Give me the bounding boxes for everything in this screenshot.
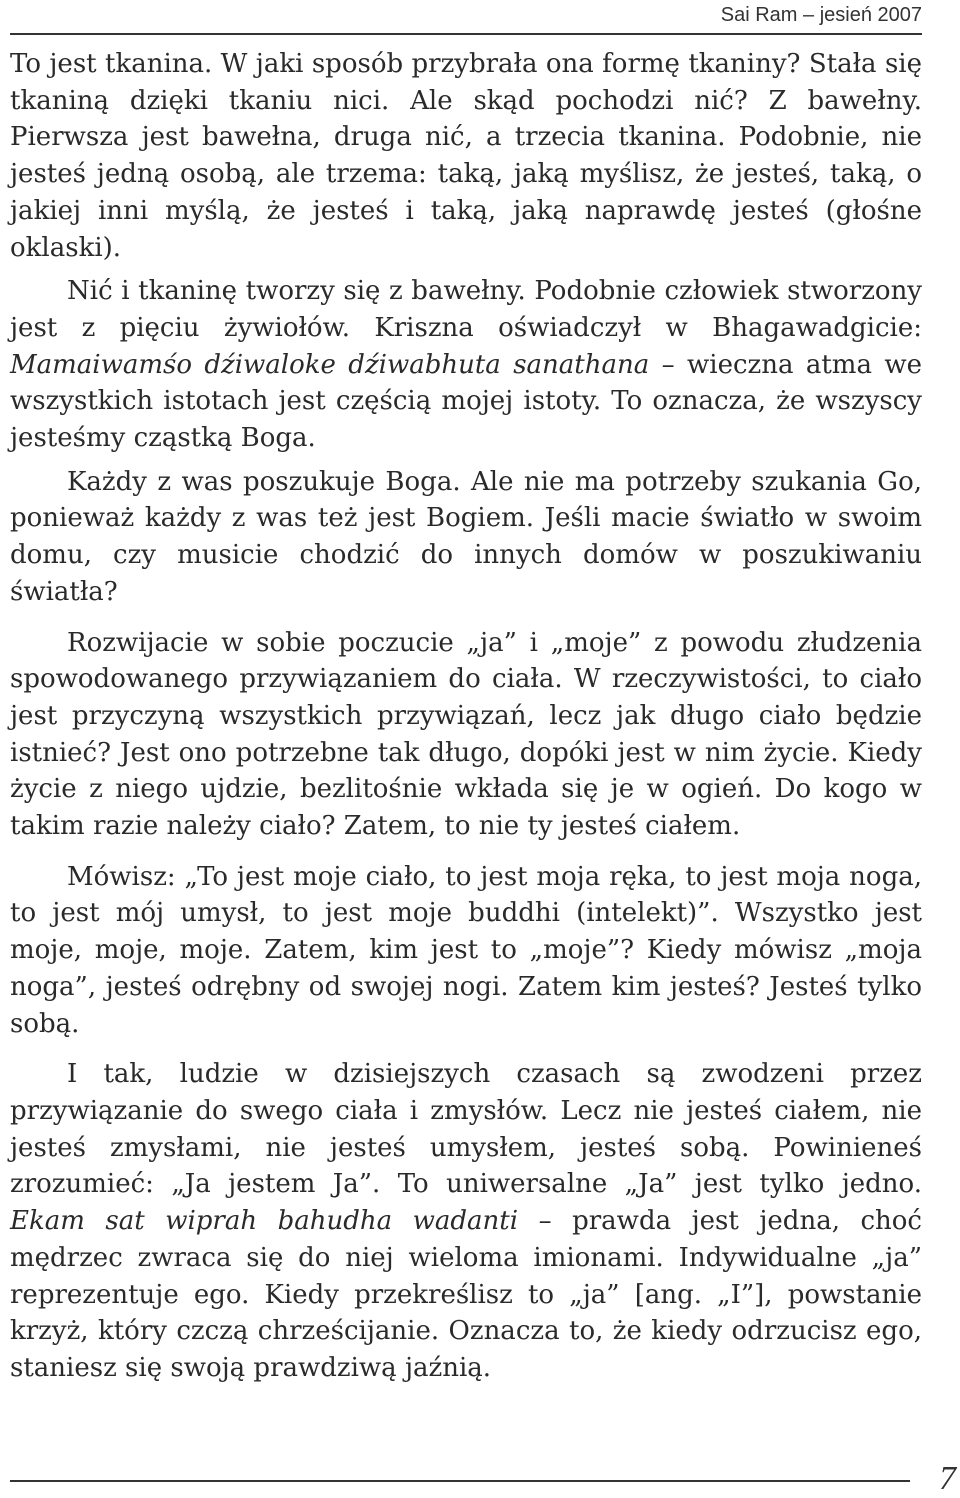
paragraph-6-text-b: – prawda jest jedna, choć mędrzec zwraca się do niej wieloma imionami. Indywidualne „ja” reprezentuje ego. Kiedy przekreślisz to „ja” [ang. „I”], powstanie krzyż, który czczą chrześcijanie. Oznacza to, że kiedy odrzucisz ego, staniesz się swoją prawdziwą jaźnią.	[10, 1206, 922, 1383]
paragraph-6	[10, 1056, 922, 1386]
footer-rule	[10, 1480, 910, 1482]
header-rule	[10, 33, 922, 35]
paragraph-2-text-b: – wieczna atma we wszystkich istotach jest częścią mojej istoty. To oznacza, że wszyscy jesteśmy cząstką Boga.	[10, 349, 922, 454]
paragraph-6-text-a: I tak, ludzie w dzisiejszych czasach są zwodzeni przez przywiązanie do swego ciała i zmysłów. Lecz nie jesteś ciałem, nie jesteś zmysłami, nie jesteś umysłem, jesteś sobą. Powinieneś zrozumieć: „Ja jestem Ja”. To uniwersalne „Ja” jest tylko jedno.	[10, 1059, 922, 1200]
paragraph-3: Każdy z was poszukuje Boga. Ale nie ma potrzeby szukania Go, ponieważ każdy z was też jest Bogiem. Jeśli macie światło w swoim domu, czy musicie chodzić do innych domów w poszukiwaniu światła?	[10, 466, 922, 607]
paragraph-2	[10, 273, 922, 457]
article-body	[10, 46, 922, 1394]
paragraph-4: Rozwijacie w sobie poczucie „ja” i „moje” z powodu złudzenia spowodowanego przywiązaniem do ciała. W rzeczywistości, to ciało jest przyczyną wszystkich przywiązań, lecz jak długo ciało będzie istnieć? Jest ono potrzebne tak długo, dopóki jest w nim życie. Kiedy życie z niego ujdzie, bezlitośnie wkłada się je w ogień. Do kogo w takim razie należy ciało? Zatem, to nie ty jesteś ciałem.	[10, 627, 922, 842]
running-head: Sai Ram – jesień 2007	[720, 4, 922, 26]
paragraph-2-sanskrit-quote: Mamaiwamśo dźiwaloke dźiwabhuta sanathana	[10, 349, 650, 380]
paragraph-5: Mówisz: „To jest moje ciało, to jest moja ręka, to jest moja noga, to jest mój umysł, to jest moje buddhi (intelekt)”. Wszystko jest moje, moje, moje. Zatem, kim jest to „moje”? Kiedy mówisz „moja noga”, jesteś odrębny od swojej nogi. Zatem kim jesteś? Jesteś tylko sobą.	[10, 861, 922, 1039]
page-number: 7	[939, 1460, 956, 1497]
paragraph-1: To jest tkanina. W jaki sposób przybrała ona formę tkaniny? Stała się tkaniną dzięki tkaniu nici. Ale skąd pochodzi nić? Z bawełny. Pierwsza jest bawełna, druga nić, a trzecia tkanina. Podobnie, nie jesteś jedną osobą, ale trzema: taką, jaką myślisz, że jesteś, taką, o jakiej inni myślą, że jesteś i taką, jaką naprawdę jesteś (głośne oklaski).	[10, 49, 922, 263]
paragraph-2-text-a: Nić i tkaninę tworzy się z bawełny. Podobnie człowiek stworzony jest z pięciu żywiołów. Kriszna oświadczył w Bhagawadgicie:	[10, 276, 922, 343]
paragraph-6-sanskrit-quote: Ekam sat wiprah bahudha wadanti	[10, 1206, 519, 1237]
